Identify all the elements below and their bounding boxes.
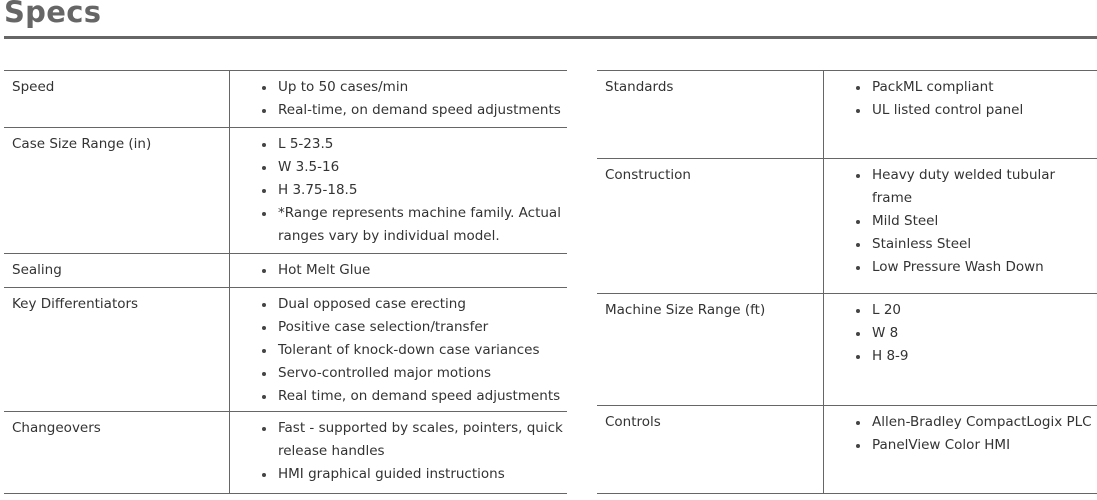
spec-row-key-differentiators [4,288,567,412]
spec-row-standards [597,71,1097,159]
spec-row-controls [597,406,1097,494]
page-title: Specs [4,0,102,29]
spec-values-list [230,288,567,411]
spec-label: Machine Size Range (ft) [597,294,824,405]
spec-value: Heavy duty welded tubular frame [854,164,1093,210]
spec-row-speed [4,71,567,128]
spec-value: L 5-23.5 [260,133,563,156]
spec-label: Case Size Range (in) [4,128,230,253]
spec-value: *Range represents machine family. Actual ranges vary by individual model. [260,202,563,248]
spec-value: PackML compliant [854,76,1093,99]
spec-values-list [824,294,1097,405]
spec-values-list [824,71,1097,158]
spec-value: Tolerant of knock-down case variances [260,339,563,362]
spec-row-construction [597,159,1097,294]
spec-value: HMI graphical guided instructions [260,463,563,486]
spec-value: Mild Steel [854,210,1093,233]
spec-value: Servo-controlled major motions [260,362,563,385]
spec-value: UL listed control panel [854,99,1093,122]
spec-value: Stainless Steel [854,233,1093,256]
spec-value: Real time, on demand speed adjustments [260,385,563,408]
spec-label: Speed [4,71,230,127]
title-divider [4,36,1097,39]
spec-value: W 8 [854,322,1093,345]
spec-values-list [824,159,1097,293]
spec-value: Real-time, on demand speed adjustments [260,99,563,122]
spec-value: Low Pressure Wash Down [854,256,1093,279]
spec-value: Dual opposed case erecting [260,293,563,316]
spec-value: PanelView Color HMI [854,434,1093,457]
spec-row-machine-size-range [597,294,1097,406]
spec-row-changeovers [4,412,567,494]
spec-label: Sealing [4,254,230,287]
spec-values-list [230,412,567,493]
spec-label: Controls [597,406,824,493]
spec-value: Positive case selection/transfer [260,316,563,339]
spec-value: H 3.75-18.5 [260,179,563,202]
spec-value: Up to 50 cases/min [260,76,563,99]
spec-values-list [824,406,1097,493]
spec-value: Fast - supported by scales, pointers, quick release handles [260,417,563,463]
spec-label: Standards [597,71,824,158]
spec-label: Construction [597,159,824,293]
spec-value: Hot Melt Glue [260,259,563,282]
spec-value: W 3.5-16 [260,156,563,179]
spec-row-sealing [4,254,567,288]
spec-value: Allen-Bradley CompactLogix PLC [854,411,1093,434]
spec-values-list [230,254,567,287]
specs-table-right [597,70,1097,494]
spec-value: L 20 [854,299,1093,322]
spec-values-list [230,71,567,127]
spec-label: Key Differentiators [4,288,230,411]
spec-value: H 8-9 [854,345,1093,368]
spec-label: Changeovers [4,412,230,493]
specs-table-left [4,70,567,494]
spec-row-case-size-range [4,128,567,254]
spec-values-list [230,128,567,253]
